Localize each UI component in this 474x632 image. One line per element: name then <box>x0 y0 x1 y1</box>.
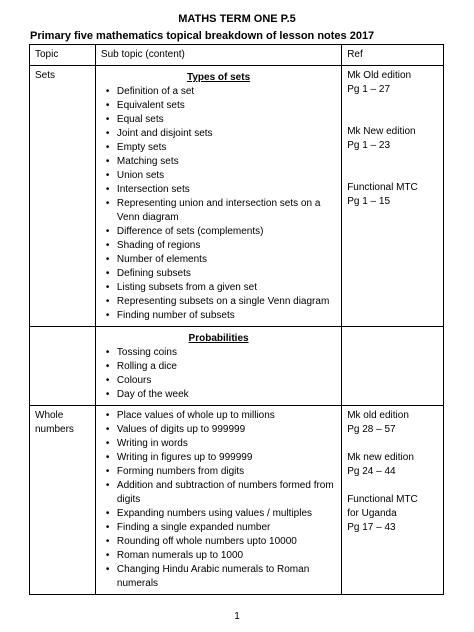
list-item: • Number of elements <box>117 253 336 267</box>
list-item: • Matching sets <box>117 155 336 169</box>
header-topic: Topic <box>30 45 96 66</box>
section-title-types-of-sets: Types of sets <box>186 72 251 83</box>
ref-line: Pg 17 – 43 <box>347 522 396 533</box>
list-item: • Writing in words <box>117 437 336 451</box>
list-item: • Roman numerals up to 1000 <box>117 549 336 563</box>
document-subtitle: Primary five mathematics topical breakdown of lesson notes 2017 <box>30 30 375 42</box>
table-row-sets <box>30 66 444 327</box>
list-item: • Equivalent sets <box>117 99 336 113</box>
table-row-whole-numbers <box>30 406 444 595</box>
table-header-row <box>30 45 444 66</box>
list-item: • Empty sets <box>117 141 336 155</box>
list-item: • Forming numbers from digits <box>117 465 336 479</box>
list-item: • Union sets <box>117 169 336 183</box>
ref-line: Functional MTC <box>347 182 418 193</box>
ref-line: Functional MTC <box>347 494 418 505</box>
ref-sets-cell <box>342 66 444 327</box>
sets-item-list <box>101 85 336 323</box>
header-subtopic: Sub topic (content) <box>95 45 341 66</box>
ref-line: Pg 1 – 27 <box>347 84 391 95</box>
ref-whole-numbers-cell <box>342 406 444 595</box>
table-row-probabilities <box>30 327 444 406</box>
list-item: • Rounding off whole numbers upto 10000 <box>117 535 336 549</box>
ref-probabilities-empty <box>342 327 444 406</box>
list-item: • Representing union and intersection sets on a Venn diagram <box>117 197 336 225</box>
whole-numbers-item-list <box>101 409 336 591</box>
section-title-probabilities: Probabilities <box>188 333 249 344</box>
list-item: • Rolling a dice <box>117 360 336 374</box>
list-item: • Definition of a set <box>117 85 336 99</box>
ref-line: Mk Old edition <box>347 70 412 81</box>
subtopic-whole-numbers-cell <box>95 406 341 595</box>
document-title: MATHS TERM ONE P.5 <box>178 13 296 25</box>
topic-sets: Sets <box>30 66 96 327</box>
list-item: • Finding a single expanded number <box>117 521 336 535</box>
list-item: • Joint and disjoint sets <box>117 127 336 141</box>
list-item: • Intersection sets <box>117 183 336 197</box>
ref-line: Pg 24 – 44 <box>347 466 396 477</box>
list-item: • Addition and subtraction of numbers formed from digits <box>117 479 336 507</box>
header-ref: Ref <box>342 45 444 66</box>
list-item: • Equal sets <box>117 113 336 127</box>
list-item: • Values of digits up to 999999 <box>117 423 336 437</box>
list-item: • Difference of sets (complements) <box>117 225 336 239</box>
list-item: • Defining subsets <box>117 267 336 281</box>
ref-line: for Uganda <box>347 508 397 519</box>
list-item: • Tossing coins <box>117 346 336 360</box>
topic-probabilities-empty <box>30 327 96 406</box>
list-item: • Writing in figures up to 999999 <box>117 451 336 465</box>
ref-line: Mk new edition <box>347 452 414 463</box>
list-item: • Colours <box>117 374 336 388</box>
lesson-breakdown-table <box>29 44 444 595</box>
list-item: • Finding number of subsets <box>117 309 336 323</box>
ref-line: Mk old edition <box>347 410 409 421</box>
list-item: • Changing Hindu Arabic numerals to Roman numerals <box>117 563 336 591</box>
list-item: • Representing subsets on a single Venn diagram <box>117 295 336 309</box>
list-item: • Place values of whole up to millions <box>117 409 336 423</box>
list-item: • Day of the week <box>117 388 336 402</box>
list-item: • Shading of regions <box>117 239 336 253</box>
subtopic-sets-cell <box>95 66 341 327</box>
list-item: • Listing subsets from a given set <box>117 281 336 295</box>
ref-line: Pg 1 – 23 <box>347 140 391 151</box>
ref-line: Pg 28 – 57 <box>347 424 396 435</box>
probabilities-item-list <box>101 346 336 402</box>
list-item: • Expanding numbers using values / multiples <box>117 507 336 521</box>
subtopic-probabilities-cell <box>95 327 341 406</box>
page-number: 1 <box>234 611 240 622</box>
topic-whole-numbers: Whole numbers <box>30 406 96 595</box>
ref-line: Pg 1 – 15 <box>347 196 391 207</box>
ref-line: Mk New edition <box>347 126 416 137</box>
